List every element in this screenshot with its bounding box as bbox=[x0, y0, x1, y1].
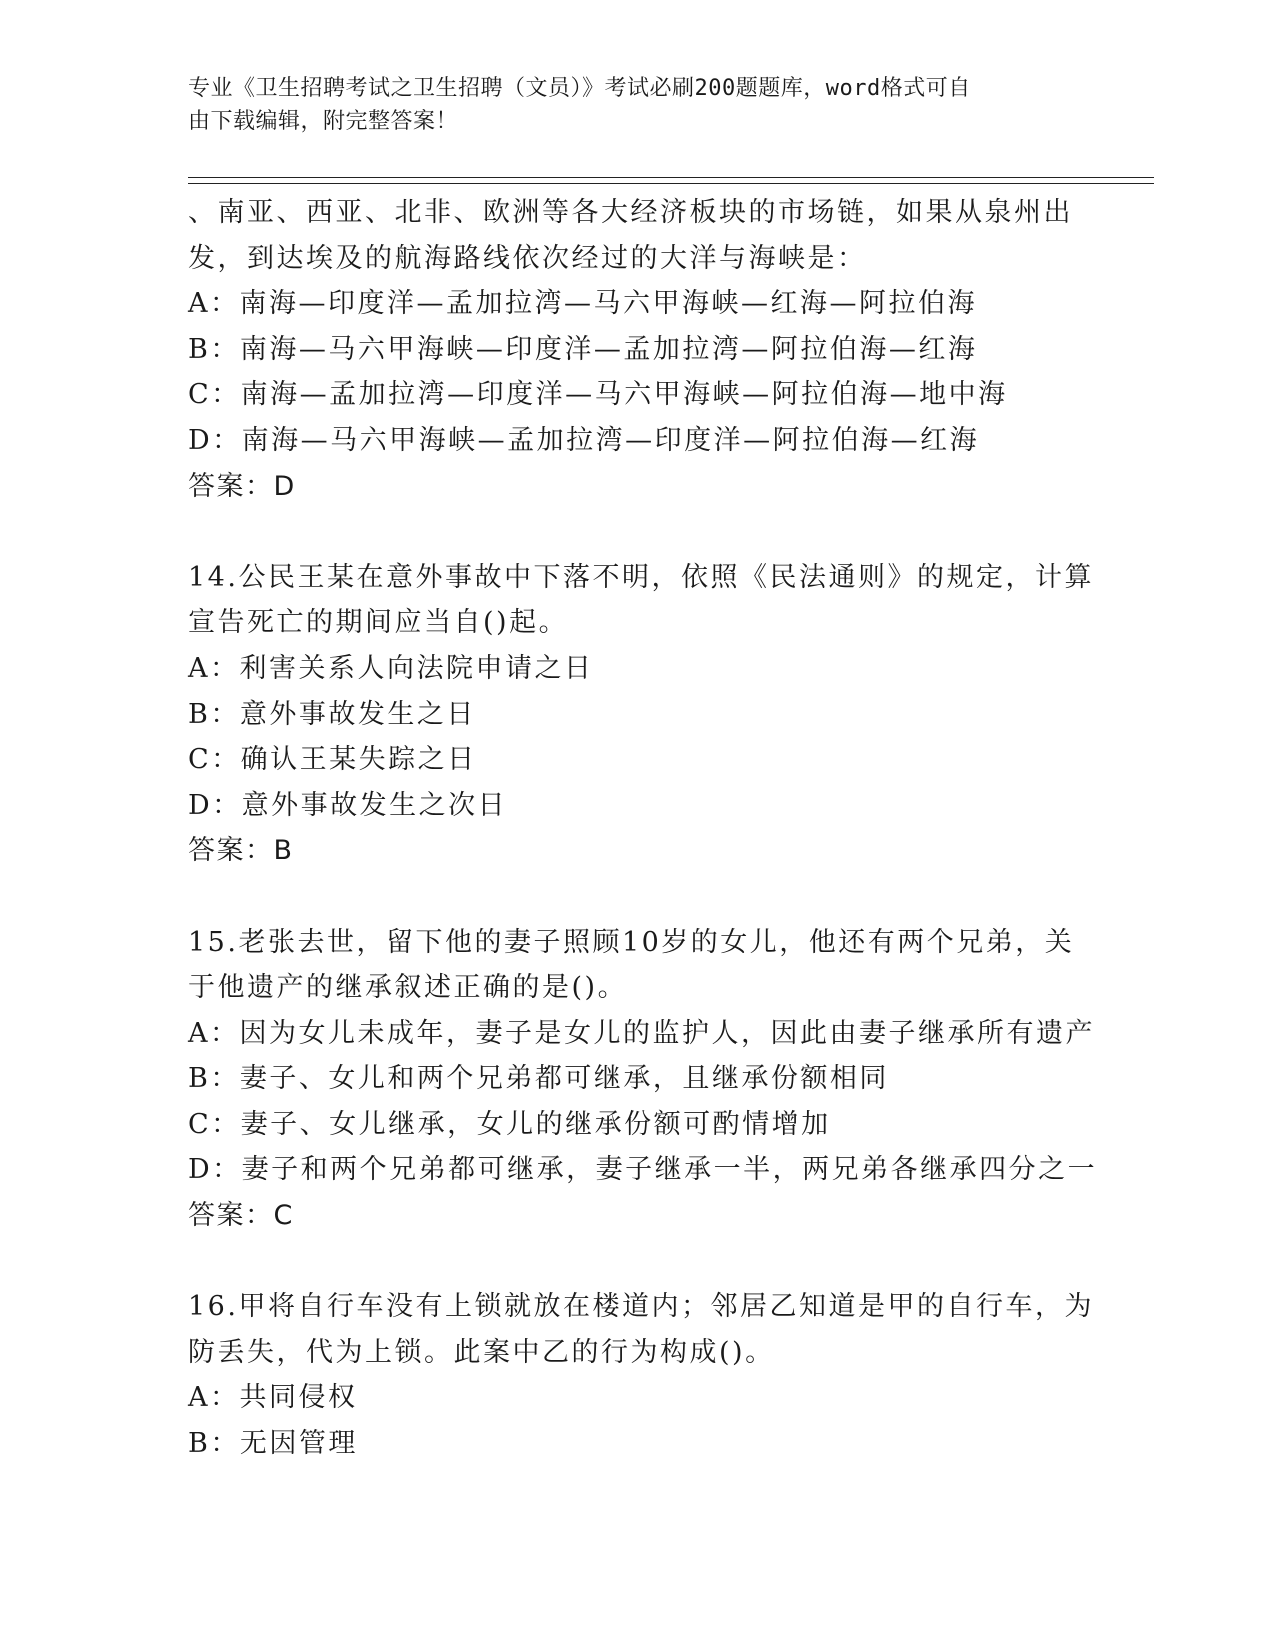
option-d: D：南海—马六甲海峡—孟加拉湾—印度洋—阿拉伯海—红海 bbox=[188, 424, 980, 456]
question-text-line: 发，到达埃及的航海路线依次经过的大洋与海峡是： bbox=[188, 242, 867, 274]
option-c: C：南海—孟加拉湾—印度洋—马六甲海峡—阿拉伯海—地中海 bbox=[188, 379, 1008, 411]
question-spacer bbox=[188, 509, 1088, 555]
option-a: A：利害关系人向法院申请之日 bbox=[188, 652, 594, 684]
option-a: A：南海—印度洋—孟加拉湾—马六甲海峡—红海—阿拉伯海 bbox=[188, 288, 977, 320]
question-spacer bbox=[188, 874, 1088, 920]
header-line-1: 专业《卫生招聘考试之卫生招聘（文员）》考试必刷200题题库，word格式可自 bbox=[188, 76, 971, 101]
option-a: A：共同侵权 bbox=[188, 1382, 358, 1414]
header-rule-bottom bbox=[188, 183, 1154, 184]
question-text-line: 14.公民王某在意外事故中下落不明，依照《民法通则》的规定，计算 bbox=[188, 561, 1094, 593]
answer-line: 答案：D bbox=[188, 470, 296, 502]
option-b: B：南海—马六甲海峡—印度洋—孟加拉湾—阿拉伯海—红海 bbox=[188, 333, 978, 365]
document-header bbox=[188, 72, 1068, 138]
question-spacer bbox=[188, 1239, 1088, 1285]
question-text-line: 宣告死亡的期间应当自()起。 bbox=[188, 607, 569, 639]
option-b: B：妻子、女儿和两个兄弟都可继承，且继承份额相同 bbox=[188, 1063, 889, 1095]
question-text-line: 16.甲将自行车没有上锁就放在楼道内；邻居乙知道是甲的自行车，为 bbox=[188, 1291, 1094, 1323]
header-rule-top bbox=[188, 177, 1154, 178]
question-text-line: 防丢失，代为上锁。此案中乙的行为构成()。 bbox=[188, 1336, 775, 1368]
answer-line: 答案：B bbox=[188, 835, 294, 867]
option-b: B：意外事故发生之日 bbox=[188, 698, 476, 730]
question-text-line: 于他遗产的继承叙述正确的是()。 bbox=[188, 972, 628, 1004]
question-14 bbox=[188, 555, 1094, 874]
question-15 bbox=[188, 920, 1098, 1239]
option-a: A：因为女儿未成年，妻子是女儿的监护人，因此由妻子继承所有遗产 bbox=[188, 1017, 1095, 1049]
option-c: C：妻子、女儿继承，女儿的继承份额可酌情增加 bbox=[188, 1108, 831, 1140]
answer-line: 答案：C bbox=[188, 1200, 294, 1232]
document-body bbox=[188, 190, 1098, 1467]
option-c: C：确认王某失踪之日 bbox=[188, 744, 477, 776]
question-text-line: 15.老张去世，留下他的妻子照顾10岁的女儿，他还有两个兄弟，关 bbox=[188, 926, 1075, 958]
question-text-line: 、南亚、西亚、北非、欧洲等各大经济板块的市场链，如果从泉州出 bbox=[188, 197, 1073, 228]
header-line-2: 由下载编辑，附完整答案！ bbox=[188, 109, 459, 134]
question-16 bbox=[188, 1284, 1094, 1466]
option-d: D：妻子和两个兄弟都可继承，妻子继承一半，两兄弟各继承四分之一 bbox=[188, 1154, 1098, 1186]
option-d: D：意外事故发生之次日 bbox=[188, 789, 508, 821]
question-13-continuation bbox=[188, 190, 1088, 509]
option-b: B：无因管理 bbox=[188, 1428, 358, 1460]
